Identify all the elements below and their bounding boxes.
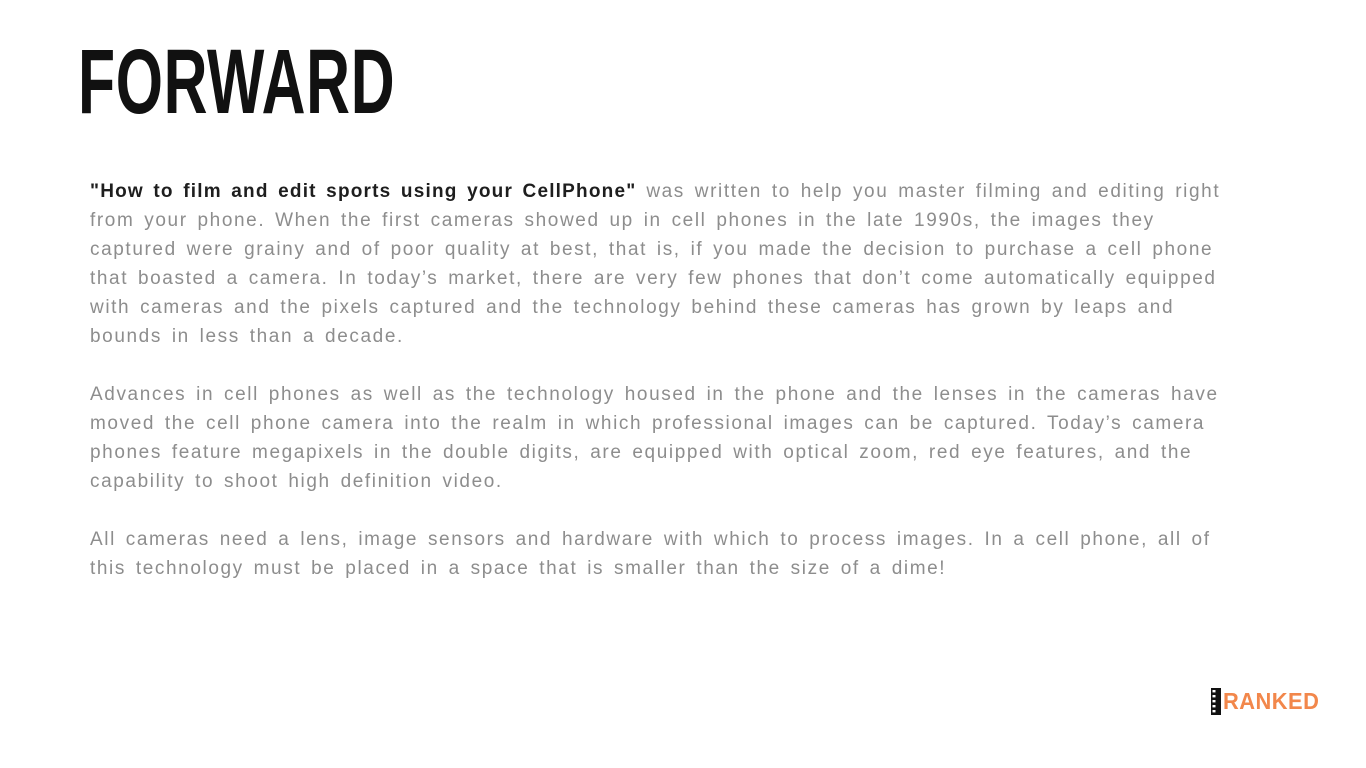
paragraph-1-body: was written to help you master filming and editing right from your phone. When the first cameras showed up in cell phones in the late 1990s, the images they captured were grainy and of poor quality at best, that is, if you made the decision to purchase a cell phone that boasted a camera. In today’s market, there are very few phones that don’t come automatically equipped with cameras and the pixels captured and the technology behind these cameras has grown by leaps and bounds in less than a decade. (90, 181, 1221, 347)
paragraph-1-lead-in: "How to film and edit sports using your CellPhone" (90, 181, 637, 202)
paragraph-1 (90, 177, 1238, 351)
logo-wordmark: RANKED (1222, 688, 1319, 714)
body-text (90, 177, 1238, 583)
page-title: FORWARD (78, 31, 396, 133)
paragraph-2: Advances in cell phones as well as the technology housed in the phone and the lenses in the cameras have moved the cell phone camera into the realm in which professional images can be captured. Today’s camera phones feature megapixels in the double digits, are equipped with optical zoom, red eye features, and the capability to shoot high definition video. (90, 384, 1219, 492)
ranked-logo (1211, 688, 1324, 715)
paragraph-3: All cameras need a lens, image sensors and hardware with which to process images. In a cell phone, all of this technology must be placed in a space that is smaller than the size of a dime! (90, 529, 1211, 579)
film-strip-icon (1211, 688, 1221, 715)
